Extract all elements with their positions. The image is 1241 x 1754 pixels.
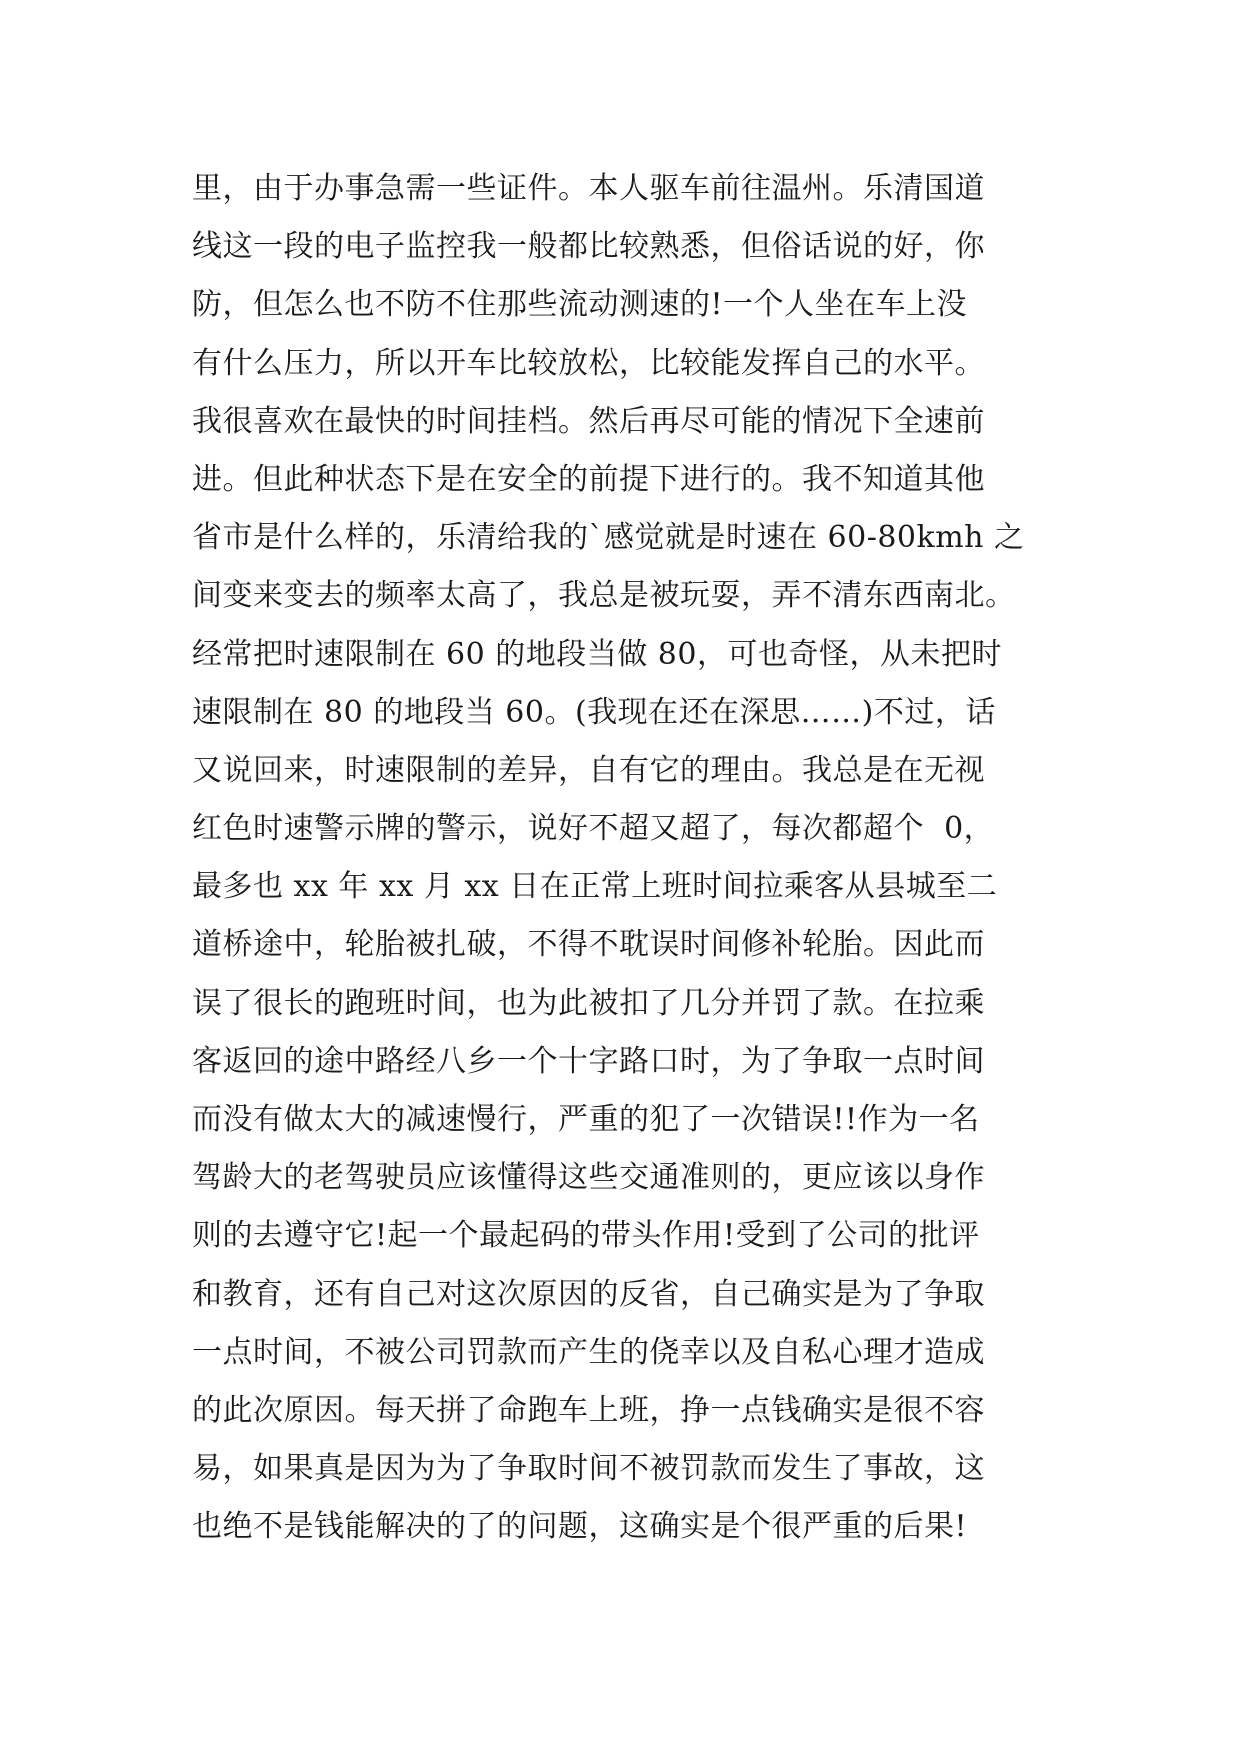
text-line: 一点时间，不被公司罚款而产生的侥幸以及自私心理才造成 [192, 1334, 985, 1370]
text-line: 防，但怎么也不防不住那些流动测速的!一个人坐在车上没 [192, 287, 968, 323]
text-line: 和教育，还有自己对这次原因的反省，自己确实是为了争取 [192, 1276, 985, 1312]
text-line: 经常把时速限制在 60 的地段当做 80，可也奇怪，从未把时 [192, 636, 1002, 672]
text-line: 驾龄大的老驾驶员应该懂得这些交通准则的，更应该以身作 [192, 1160, 985, 1196]
text-line: 误了很长的跑班时间，也为此被扣了几分并罚了款。在拉乘 [192, 985, 985, 1021]
text-line: 最多也 xx 年 xx 月 xx 日在正常上班时间拉乘客从县城至二 [192, 869, 998, 905]
text-line: 里，由于办事急需一些证件。本人驱车前往温州。乐清国道 [192, 171, 985, 206]
text-line: 有什么压力，所以开车比较放松，比较能发挥自己的水平。 [192, 345, 985, 381]
text-line: 红色时速警示牌的警示，说好不超又超了，每次都超个 0， [192, 811, 995, 847]
text-line: 省市是什么样的，乐清给我的`感觉就是时速在 60-80kmh 之 [192, 520, 1025, 556]
text-line: 而没有做太大的减速慢行，严重的犯了一次错误!!作为一名 [192, 1102, 980, 1137]
text-line: 进。但此种状态下是在安全的前提下进行的。我不知道其他 [192, 461, 985, 497]
text-line: 我很喜欢在最快的时间挂档。然后再尽可能的情况下全速前 [192, 403, 985, 439]
text-line: 也绝不是钱能解决的了的问题，这确实是个很严重的后果! [192, 1509, 968, 1545]
text-line: 又说回来，时速限制的差异，自有它的理由。我总是在无视 [192, 752, 985, 788]
text-line: 道桥途中，轮胎被扎破，不得不耽误时间修补轮胎。因此而 [192, 927, 985, 963]
text-line: 速限制在 80 的地段当 60。(我现在还在深思……)不过，话 [192, 694, 996, 730]
text-line: 客返回的途中路经八乡一个十字路口时，为了争取一点时间 [192, 1043, 985, 1079]
text-line: 易，如果真是因为为了争取时间不被罚款而发生了事故，这 [192, 1451, 985, 1487]
body-text [192, 160, 1072, 1557]
text-line: 的此次原因。每天拼了命跑车上班，挣一点钱确实是很不容 [192, 1392, 985, 1428]
text-line: 线这一段的电子监控我一般都比较熟悉，但俗话说的好，你 [192, 229, 985, 265]
text-line: 间变来变去的频率太高了，我总是被玩耍，弄不清东西南北。 [192, 578, 1016, 614]
text-line: 则的去遵守它!起一个最起码的带头作用!受到了公司的批评 [192, 1218, 980, 1254]
